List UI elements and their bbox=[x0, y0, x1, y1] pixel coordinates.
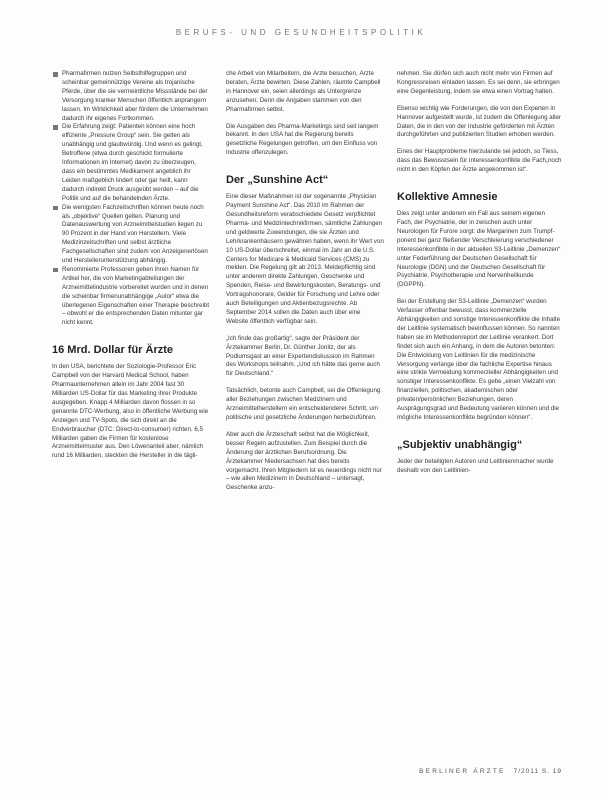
section-heading: Der „Sunshine Act“ bbox=[226, 174, 329, 187]
journal-name: BERLINER ÄRZTE bbox=[419, 768, 506, 775]
body-paragraph: Eine dieser Maßnahmen ist der sogenannte „Physician Payment Sunshine Act“. Das 2010 im Rahmen der Gesundheitsreform verabschiedete Gesetz verpflichtet Pharma- und Medizintechnikfirmen, sämtliche Zahlungen und geldwerte Zuwendungen, die sie Ärzten und Lehrkrankenhäusern gewähren haben, wenn ihr Wert von 10 US-Dollar überschreitet, einmal im Jahr an die U.S. Centers for Medicare & Medicaid Services (CMS) zu melden. Die Regelung gilt ab 2013. Meldepflichtig sind unter anderem direkte Zahlungen, Geschenke und Spenden, Reise- und Bewirtungskosten, Beratungs- und Vortragshonorare, Gelder für Forschung und Lehre oder auch Beteiligungen und Aktienbezugsrechte. Ab September 2014 sollen die Daten auch über eine Website öffentlich verfügbar sein. bbox=[226, 193, 384, 325]
list-item: Die wenigsten Fachzeitschriften können heute noch als „objektive“ Quellen gelten. Planung und Datenauswertung von Arzneimittelstudien liegen zu 90 Prozent in der Hand von Herstellern. Viele Medizinzeitschriften und selbst ärztliche Fachgesellschaften sind zudem von Anzeigenerlösen und Herstellerunterstützung abhängig. bbox=[52, 204, 210, 266]
list-item: Die Erfahrung zeigt: Patienten können eine hoch effiziente „Pressure Group“ sein. Sie gelten als unabhängig und glaubwürdig. Und wenn es gelingt, Betroffene (etwa durch geschickt formulierte Informationen im Internet) davon zu überzeugen, dass ein bestimmtes Medikament angeblich ihr Leiden maßgeblich lindert oder gar heilt, kann dadurch indirekt Druck ausgeübt werden – auf die Politik und auf die behandelnden Ärzte. bbox=[52, 123, 210, 203]
column-3 bbox=[397, 70, 562, 790]
body-paragraph: Eines der Hauptprobleme hierzulande sei jedoch, so Tiess, dass das Bewusstsein für Interessenkonflikte die Fach„noch nicht in den Köpfen der Ärzte angekommen ist“. bbox=[397, 148, 562, 174]
body-paragraph: Jeder der beteiligten Autoren und Leitlinienmacher wurde deshalb von den Leitlinien- bbox=[397, 457, 554, 474]
list-item: Pharmafirmen nutzen Selbsthilfegruppen und scheinbar gemeinnützige Vereine als trojanische Pferde, über die sie vermeintliche Missstände bei der Versorgung kranker Menschen öffentlich anprangern lassen. Im Wirklichkeit aber fördern die Unternehmen dadurch ihr eigenes Fortkommen. bbox=[52, 70, 210, 123]
column-2 bbox=[226, 70, 384, 790]
body-paragraph: In den USA, berichtete der Soziologie-Professor Eric Campbell von der Harvard Medical School, haben Pharmaunternehmen allein im Jahr 2004 fast 30 Milliarden US-Dollar für das Marketing ihrer Produkte ausgegeben. Knapp 4 Milliarden davon flossen in so genannte DTC-Werbung, also in öffentliche Werbung wie Anzeigen und TV-Spots, die sich direkt an die Endverbraucher (DTC: Direct-to-consumer) richten. 6,5 Milliarden gaben die Firmen für kostenlose Arzneimittelmuster aus. Den Löwenanteil aber, nämlich rund 16 Milliarden, steckten die Hersteller in die tägli- bbox=[52, 363, 209, 460]
page-footer bbox=[419, 768, 562, 775]
body-paragraph: Ebenso wichtig wie Forderungen, die von den Experten in Hannover aufgestellt wurde, ist zudem die Offenlegung aller Daten, die in den von der Industrie geförderten mit Ärzten durchgeführten und publizierten Studien erhoben werden. bbox=[397, 104, 561, 139]
bullet-list bbox=[52, 70, 210, 328]
body-paragraph: Bei der Erstellung der S3-Leitlinie „Demenzen“ wurden Verfasser offenbar bewusst, dass kommerzielle Abhängigkeiten und sonstige Interessenkonflikte die Inhalte der Leitlinie systematisch beeinflussen können. So nannten haben sie im Methodenreport der Leitlinie verankert. Dort findet sich auch ein Anhang, in dem die Autoren betonten: Die Entwicklung von Leitlinien für die medizinische Versorgung verlange über die fachliche Expertise hinaus eine strikte Vermeidung kommerzieller Abhängigkeiten und sonstiger Interessenkonflikte. Es gebe „einen Vielzahl von finanziellen, politischen, akademischen oder privaten/persönlichen Beziehungen, deren Ausprägungsgrad und Bedeutung variieren können und die mögliche Interessenkonflikte begründen können“. bbox=[397, 298, 561, 421]
column-1 bbox=[52, 70, 210, 790]
section-heading: 16 Mrd. Dollar für Ärzte bbox=[52, 344, 174, 357]
body-paragraph: „Ich finde das großartig“, sagte der Präsident der Ärztekammer Berlin, Dr. Günther Jonitz, der als Podiumsgast an einer Expertendiskussion im Rahmen des Workshops teilnahm. „Und ich hätte das gerne auch für Deutschland.“ bbox=[226, 334, 380, 378]
list-item: Renommierte Professoren geben ihren Namen für Artikel her, die von Marketingabteilungen der Arzneimittelindustrie vorbereitet wurden und in denen die scheinbar firmenunabhängige „Autor“ etwa die überlegenen Eigenschaften einer Therapie beschreibt – obwohl er die entsprechenden Daten mitunter gar nicht kennt. bbox=[52, 266, 210, 328]
body-paragraph: nehmen. Sie dürfen sich auch nicht mehr von Firmen auf Kongressreisen einladen lassen. Es sei denn, sie erbringen eine Gegenleistung, indem sie etwa einen Vortrag halten. bbox=[397, 70, 560, 95]
section-header: BERUFS- UND GESUNDHEITSPOLITIK bbox=[175, 28, 427, 37]
section-heading: „Subjektiv unabhängig“ bbox=[397, 438, 523, 451]
body-paragraph: Dies zeigt unter anderem ein Fall aus seinem eigenen Fach, der Psychiatrie, der in zwischen auch unter Neurologen für Furore sorgt: die Margarinen zum Trumpf- ponent bei ganz fließender Verschleierung verschiedener Interessenkonflikte in der aktuellen S3-Leitlinie „Demenzen“ unter Federführung der Deutschen Gesellschaft für Neurologie (DGN) und der Deutschen Gesellschaft für Psychiatrie, Psychotherapie und Nervenheilkunde (DGPPN). bbox=[397, 210, 561, 289]
section-heading: Kollektive Amnesie bbox=[397, 191, 498, 204]
issue-page: 7/2011 S. 19 bbox=[513, 768, 562, 775]
body-paragraph: Tatsächlich, betonte auch Campbell, sei die Offenlegung aller Beziehungen zwischen Medizinern und Arzneimittelherstellern ein entscheidenderer Schritt, um politische und gesetzliche Änderungen herbeizuführen. bbox=[226, 387, 381, 421]
body-paragraph: Die Ausgaben des Pharma-Marketings sind seit langem bekannt. In den USA hat die Regierung bereits gesetzliche Regelungen getroffen, um den Einfluss von Industrie offenzulegen. bbox=[226, 122, 379, 157]
body-paragraph: Aber auch die Ärzteschaft selbst hat die Möglichkeit, besser Regeln aufzustellen. Zum Beispiel durch die Änderung der ärztlichen Berufsordnung. Die Ärztekammer Niedersachsen hat dies bereits vorgemacht. Ihren Mitgliedern ist es neuerdings nicht nur – wie allen Medizinern in Deutschland – untersagt, Geschenke anzu- bbox=[226, 430, 382, 492]
body-paragraph: che Arbeit von Mitarbeitern, die Ärzte besuchen, Ärzte beraten, Ärzte bewirten. Diese Zahlen, räumte Campbell in Hannover ein, seien allerdings als Untergrenze anzusehen. Denn die Angaben stammen von den Pharmafirmen selbst. bbox=[226, 70, 381, 113]
